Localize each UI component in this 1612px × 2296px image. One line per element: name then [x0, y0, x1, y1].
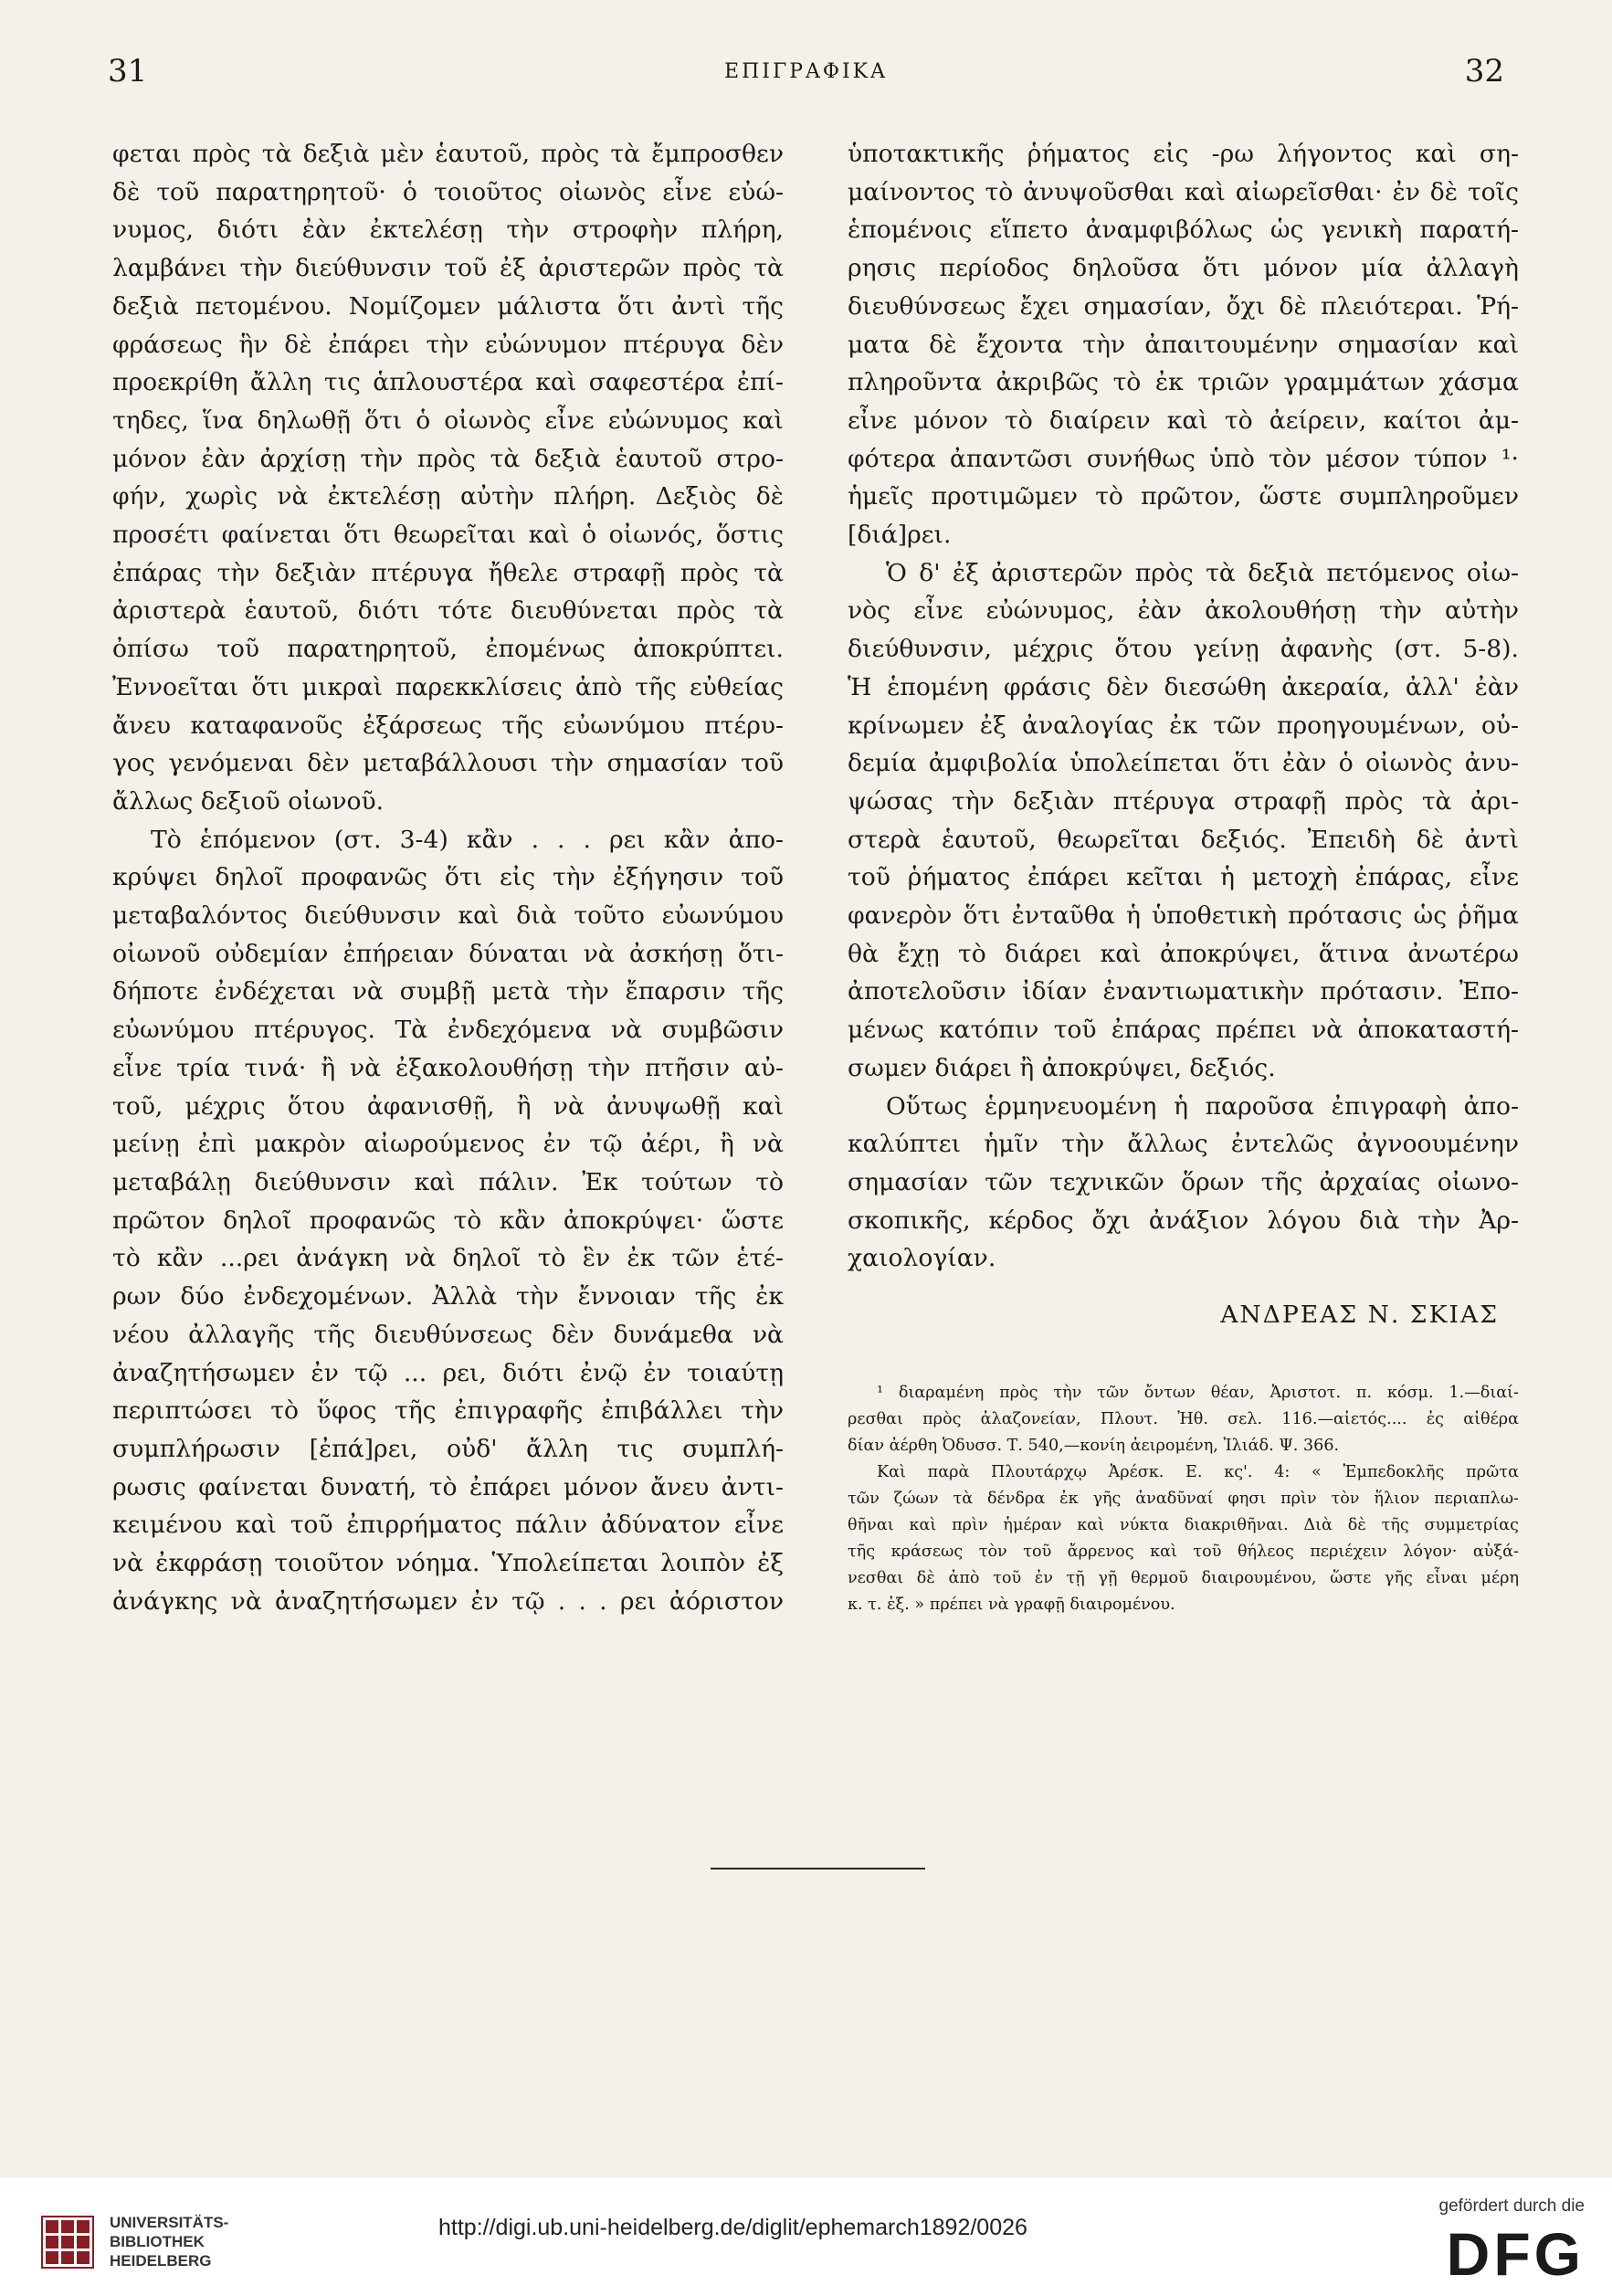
text-line: προσέτι φαίνεται ὅτι θεωρεῖται καὶ ὁ οἰωνός, ὅστις [112, 521, 784, 550]
author-signature: ΑΝΔΡΕΑΣ Ν. ΣΚΙΑΣ [1220, 1301, 1499, 1330]
text-line: δὲ τοῦ παρατηρητοῦ· ὁ τοιοῦτος οἰωνὸς εἶνε εὐώ- [112, 177, 784, 206]
text-line: κρύψει δηλοῖ προφανῶς ὅτι εἰς τὴν ἐξήγησιν τοῦ [112, 863, 784, 892]
left-text-column [112, 135, 784, 1620]
text-line: πληροῦντα ἀκριβῶς τὸ ἐκ τριῶν γραμμάτων χάσμα [848, 368, 1519, 397]
permalink-url[interactable]: http://digi.ub.uni-heidelberg.de/diglit/ephemarch1892/0026 [438, 2215, 1027, 2240]
text-line: ἡμεῖς προτιμῶμεν τὸ πρῶτον, ὥστε συμπληροῦμεν [848, 482, 1519, 511]
text-line: ὑποτακτικῆς ῥήματος εἰς -ρω λήγοντος καὶ ση- [848, 140, 1519, 168]
footnote-line: τῆς κράσεως τὸν τοῦ ἄρρενος καὶ τοῦ θήλεος περιέχειν λόγον· αὐξά- [848, 1542, 1519, 1561]
viewer-footer [0, 2178, 1612, 2296]
footnote-line: τῶν ζώων τὰ δένδρα ἐκ γῆς ἀναδῦναί φησι πρὶν τὸν ἥλιον περιαπλω- [848, 1489, 1519, 1508]
text-line: μένως κατόπιν τοῦ ἐπάρας πρέπει νὰ ἀποκαταστή- [848, 1016, 1519, 1045]
text-line: ἐπάρας τὴν δεξιὰν πτέρυγα ἤθελε στραφῇ πρὸς τὰ [112, 558, 784, 587]
text-line: ρων δύο ἐνδεχομένων. Ἀλλὰ τὴν ἔννοιαν τῆς ἐκ [112, 1282, 784, 1311]
text-line: δήποτε ἐνδέχεται νὰ συμβῇ μετὰ τὴν ἔπαρσιν τῆς [112, 977, 784, 1006]
institution-name: UNIVERSITÄTS- BIBLIOTHEK HEIDELBERG [110, 2214, 229, 2270]
text-line: σημασίαν τῶν τεχνικῶν ὅρων τῆς ἀρχαίας οἰωνο- [848, 1167, 1519, 1196]
footnote-line: Καὶ παρὰ Πλουτάρχῳ Ἀρέσκ. Ε. κς'. 4: « Ἐμπεδοκλῆς πρῶτα [877, 1462, 1519, 1481]
funded-by-text: gefördert durch die [1438, 2196, 1585, 2216]
text-line: τοῦ, μέχρις ὅτου ἀφανισθῇ, ἢ νὰ ἀνυψωθῇ καὶ [112, 1091, 784, 1121]
text-line: καλύπτει ἡμῖν τὴν ἄλλως ἐντελῶς ἀγνοουμένην [848, 1130, 1519, 1159]
text-line: χαιολογίαν. [848, 1244, 996, 1273]
text-line: μαίνοντος τὸ ἀνυψοῦσθαι καὶ αἰωρεῖσθαι· ἐν δὲ τοῖς [848, 177, 1519, 206]
text-line: εἶνε τρία τινά· ἢ νὰ ἐξακολουθήσῃ τὴν πτῆσιν αὐ- [112, 1053, 784, 1082]
text-line: κρίνωμεν ἐξ ἀναλογίας ἐκ τῶν προηγουμένων, οὐ- [848, 711, 1519, 740]
footnote-line: ρεσθαι πρὸς ἀλαζονείαν, Πλουτ. Ἠθ. σελ. 116.—αἰετός.... ἐς αἰθέρα [848, 1409, 1519, 1428]
text-line: Τὸ ἑπόμενον (στ. 3-4) κἂν . . . ρει κἂν ἀπο- [151, 825, 784, 854]
text-line: Ἡ ἑπομένη φράσις δὲν διεσώθη ἀκεραία, ἀλλ' ἐὰν [848, 672, 1519, 701]
university-library-logo-icon [40, 2215, 95, 2270]
text-line: ἀνάγκης νὰ ἀναζητήσωμεν ἐν τῷ . . . ρει ἀόριστον [112, 1586, 784, 1616]
text-line: ἑπομένοις εἵπετο ἀναμφιβόλως ὡς γενικὴ παρατή- [848, 216, 1519, 245]
text-line: νὸς εἶνε εὐώνυμος, ἐὰν ἀκολουθήσῃ τὴν αὐτὴν [848, 596, 1519, 626]
text-line: ἀποτελοῦσιν ἰδίαν ἐναντιωματικὴν πρότασιν. Ἐπο- [848, 977, 1519, 1006]
text-line: ματα δὲ ἔχοντα τὴν ἀπαιτουμένην σημασίαν καὶ [848, 330, 1519, 359]
footnotes [848, 1380, 1519, 1618]
text-line: μεταβαλόντος διεύθυνσιν καὶ διὰ τοῦτο εὐωνύμου [112, 901, 784, 931]
footnote-line: δίαν ἀέρθη Ὀδυσσ. Τ. 540,—κονίη ἀειρομένη, Ἰλιάδ. Ψ. 366. [848, 1436, 1340, 1455]
footnote-line: ¹ διαραμένη πρὸς τὴν τῶν ὄντων θέαν, Ἀριστοτ. π. κόσμ. 1.—διαί- [877, 1383, 1519, 1402]
text-line: δεξιὰ πετομένου. Νομίζομεν μάλιστα ὅτι ἀντὶ τῆς [112, 291, 784, 321]
text-line: φήν, χωρὶς νὰ ἐκτελέσῃ αὐτὴν πλήρη. Δεξιὸς δὲ [112, 482, 784, 511]
text-line: μόνον ἐὰν ἀρχίσῃ τὴν πρὸς τὰ δεξιὰ ἑαυτοῦ στρο- [112, 444, 784, 473]
text-line: μεταβάλῃ διεύθυνσιν καὶ πάλιν. Ἐκ τούτων τὸ [112, 1167, 784, 1196]
text-line: ψώσας τὴν δεξιὰν πτέρυγα στραφῇ πρὸς τὰ ἀρι- [848, 786, 1519, 816]
text-line: περιπτώσει τὸ ὕφος τῆς ἐπιγραφῆς ἐπιβάλλει τὴν [112, 1396, 784, 1426]
text-line: ὀπίσω τοῦ παρατηρητοῦ, ἐπομένως ἀποκρύπτει. [112, 635, 784, 664]
text-line: τὸ κἂν ...ρει ἀνάγκη νὰ δηλοῖ τὸ ἓν ἐκ τῶν ἑτέ- [112, 1244, 784, 1273]
text-line: σκοπικῆς, κέρδος ὄχι ἀνάξιον λόγου διὰ τὴν Ἀρ- [848, 1206, 1519, 1235]
text-line: ἀναζητήσωμεν ἐν τῷ ... ρει, διότι ἐνῷ ἐν τοιαύτῃ [112, 1358, 784, 1387]
end-rule [711, 1868, 925, 1869]
text-line: φανερὸν ὅτι ἐνταῦθα ἡ ὑποθετικὴ πρότασις ὡς ῥῆμα [848, 901, 1519, 931]
right-column-lines [848, 135, 1519, 1278]
running-header [108, 53, 1504, 97]
footnote-line: νεσθαι δὲ ἀπὸ τοῦ ἐν τῇ γῇ θερμοῦ διαιρουμένου, ὥστε γῆς εἶναι μέρη [848, 1568, 1519, 1587]
text-line: νυμος, διότι ἐὰν ἐκτελέσῃ τὴν στροφὴν πλήρη, [112, 216, 784, 245]
text-line: δεμία ἀμφιβολία ὑπολείπεται ὅτι ἐὰν ὁ οἰωνὸς ἀνυ- [848, 749, 1519, 778]
text-line: φότερα ἀπαντῶσι συνήθως ὑπὸ τὸν μέσον τύπον ¹· [848, 444, 1519, 473]
text-line: ρησις περίοδος δηλοῦσα ὅτι μόνον μία ἀλλαγὴ [848, 254, 1519, 283]
text-line: σωμεν διάρει ἢ ἀποκρύψει, δεξιός. [848, 1053, 1276, 1082]
dfg-logo: DFG [1446, 2220, 1585, 2288]
text-line: εὐωνύμου πτέρυγος. Τὰ ἐνδεχόμενα νὰ συμβῶσιν [112, 1016, 784, 1045]
text-line: στερὰ ἑαυτοῦ, θεωρεῖται δεξιός. Ἐπειδὴ δὲ ἀντὶ [848, 825, 1519, 854]
text-line: διευθύνσεως ἔχει σημασίαν, ὄχι δὲ πλειότεραι. Ῥή- [848, 291, 1519, 321]
page-number-right: 32 [1464, 53, 1504, 90]
text-line: Ἐννοεῖται ὅτι μικραὶ παρεκκλίσεις ἀπὸ τῆς εὐθείας [112, 672, 784, 701]
text-line: τοῦ ῥήματος ἐπάρει κεῖται ἡ μετοχὴ ἐπάρας, εἶνε [848, 863, 1519, 892]
text-line: συμπλήρωσιν [ἐπά]ρει, οὐδ' ἄλλη τις συμπλή- [112, 1434, 784, 1463]
text-line: ἄλλως δεξιοῦ οἰωνοῦ. [112, 786, 385, 816]
page-number-left: 31 [108, 53, 148, 90]
text-line: ρωσις φαίνεται δυνατή, τὸ ἐπάρει μόνον ἄνευ ἀντι- [112, 1472, 784, 1501]
text-line: πρῶτον δηλοῖ προφανῶς τὸ κἂν ἀποκρύψει· ὥστε [112, 1206, 784, 1235]
right-text-column [848, 135, 1519, 1618]
text-line: Ὁ δ' ἐξ ἀριστερῶν πρὸς τὰ δεξιὰ πετόμενος οἰω- [886, 558, 1519, 587]
text-line: ἄνευ καταφανοῦς ἐξάρσεως τῆς εὐωνύμου πτέρυ- [112, 711, 784, 740]
text-line: [διά]ρει. [848, 521, 952, 550]
text-line: φράσεως ἣν δὲ ἐπάρει τὴν εὐώνυμον πτέρυγα δὲν [112, 330, 784, 359]
text-line: νέου ἀλλαγῆς τῆς διευθύνσεως δὲν δυνάμεθα νὰ [112, 1320, 784, 1349]
text-line: φεται πρὸς τὰ δεξιὰ μὲν ἑαυτοῦ, πρὸς τὰ ἔμπροσθεν [112, 140, 784, 168]
text-line: νὰ ἐκφράσῃ τοιοῦτον νόημα. Ὑπολείπεται λοιπὸν ἐξ [112, 1549, 784, 1578]
running-title: ΕΠΙΓΡΑΦΙΚΑ [724, 60, 888, 83]
text-line: θὰ ἔχῃ τὸ διάρει καὶ ἀποκρύψει, ἅτινα ἀνωτέρω [848, 939, 1519, 968]
text-line: οἰωνοῦ οὐδεμίαν ἐπήρειαν δύναται νὰ ἀσκήσῃ ὅτι- [112, 939, 784, 968]
text-line: εἶνε μόνον τὸ διαίρειν καὶ τὸ ἀείρειν, καίτοι ἀμ- [848, 405, 1519, 435]
text-line: προεκρίθη ἄλλη τις ἁπλουστέρα καὶ σαφεστέρα ἐπί- [112, 368, 784, 397]
text-line: Οὕτως ἑρμηνευομένη ἡ παροῦσα ἐπιγραφὴ ἀπο- [886, 1091, 1519, 1121]
footnote-line: θῆναι καὶ πρὶν ἡμέραν καὶ νύκτα διακριθῆναι. Διὰ δὲ τῆς συμμετρίας [848, 1515, 1519, 1534]
text-line: μείνῃ ἐπὶ μακρὸν αἰωρούμενος ἐν τῷ ἀέρι, ἢ νὰ [112, 1130, 784, 1159]
footnote-line: κ. τ. ἑξ. » πρέπει νὰ γραφῇ διαιρομένου. [848, 1595, 1175, 1614]
text-line: τηδες, ἵνα δηλωθῇ ὅτι ὁ οἰωνὸς εἶνε εὐώνυμος καὶ [112, 405, 784, 435]
text-line: γος γενόμεναι δὲν μεταβάλλουσι τὴν σημασίαν τοῦ [112, 749, 784, 778]
text-line: ἀριστερὰ ἑαυτοῦ, διότι τότε διευθύνεται πρὸς τὰ [112, 596, 784, 626]
text-line: λαμβάνει τὴν διεύθυνσιν τοῦ ἐξ ἀριστερῶν πρὸς τὰ [112, 254, 784, 283]
text-line: κειμένου καὶ τοῦ ἐπιρρήματος πάλιν ἀδύνατον εἶνε [112, 1511, 784, 1540]
text-line: διεύθυνσιν, μέχρις ὅτου γείνῃ ἀφανὴς (στ. 5-8). [848, 635, 1519, 664]
